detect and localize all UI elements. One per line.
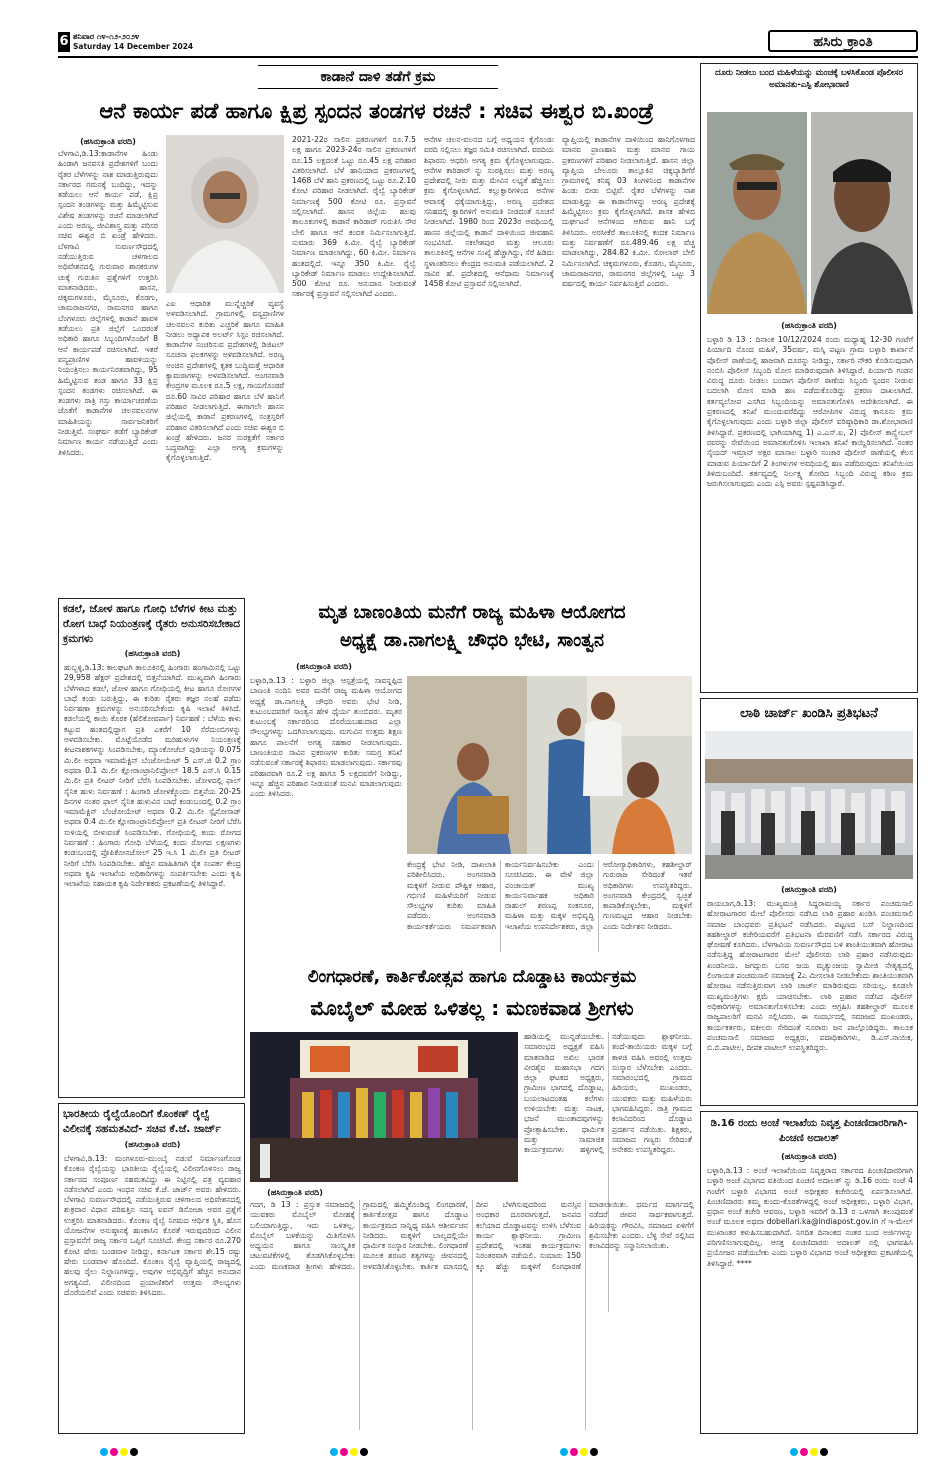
top-story-byline: (ಹಸಿರುಕ್ರಾಂತಿ ವರದಿ) [80,137,136,146]
date-english: Saturday 14 December 2024 [73,42,194,51]
commission-story [250,598,694,956]
rail-story-headline: ಭಾರತೀಯ ರೈಲ್ವೆಯೊಂದಿಗೆ ಕೊಂಕಣ್ ರೈಲ್ವೆ ವಿಲೀನಕ್ಕೆ ಸಹಮತವಿದೆ- ಸಚಿವ ಕೆ.ಜೆ. ಜಾರ್ಜ್ [63,1108,221,1135]
top-story-col3: 2021-22ರ ಸಾಲಿನ ಪ್ರಕರಣಗಳಿಗೆ ರೂ.7.5 ಲಕ್ಷ ಹಾಗೂ 2023-24ರ ಸಾಲಿನ ಪ್ರಕರಣಗಳಿಗೆ ರೂ.15 ಲಕ್ಷದಂತೆ ಒಟ್ಟು ರೂ.45 ಲಕ್ಷ ಪರಿಹಾರ ವಿತರಿಸಲಾಗಿದೆ. ಬೆಳೆ ಹಾನಿಯಾದ ಪ್ರಕರಣಗಳಲ್ಲಿ 1468 ಬೆಳೆ ಹಾನಿ ಪ್ರಕರಣದಲ್ಲಿ ಒಟ್ಟು ರೂ.2.10 ಕೋಟಿ ಪರಿಹಾರ ನೀಡಲಾಗಿದೆ. ರೈಲ್ವೆ ಬ್ಯಾರಿಕೇಡ್ ನಿರ್ಮಾಣಕ್ಕೆ 500 ಕೋಟಿ ರೂ. ಪ್ರಸ್ತಾವನೆ ಸಲ್ಲಿಸಲಾಗಿದೆ. ಹಾಸನ ಜಿಲ್ಲೆಯ ಹಲವು ತಾಲೂಕುಗಳಲ್ಲಿ ಕಾಡಾನೆ ಕಾರಿಡಾರ್ ಗುರುತಿಸಿ ಸೌರ ಬೇಲಿ ಹಾಗೂ ಆನೆ ಕಂದಕ ನಿರ್ಮಿಸಲಾಗುತ್ತಿದೆ. ಸುಮಾರು 369 ಕಿ.ಮೀ. ರೈಲ್ವೆ ಬ್ಯಾರಿಕೇಡ್ ನಿರ್ಮಾಣ ಮಾಡಲಾಗಿದ್ದು, 60 ಕಿ.ಮೀ. ನಿರ್ಮಾಣ ಹಂತದಲ್ಲಿದೆ. ಇನ್ನೂ 350 ಕಿ.ಮೀ. ರೈಲ್ವೆ ಬ್ಯಾರಿಕೇಡ್ ನಿರ್ಮಾಣ ಮಾಡಲು ಉದ್ದೇಶಿಸಲಾಗಿದೆ. 500 ಕೋಟಿ ರೂ. ಅನುದಾನ ನೀಡುವಂತೆ ಸರ್ಕಾರಕ್ಕೆ ಪ್ರಸ್ತಾವನೆ ಸಲ್ಲಿಸಲಾಗಿದೆ ಎಂದರು. [292,135,416,299]
minister-portrait-icon [166,135,284,293]
top-story-headline: ಆನೆ ಕಾರ್ಯ ಪಡೆ ಹಾಗೂ ಕ್ಷಿಪ್ರ ಸ್ಪಂದನ ತಂಡಗಳ ರಚನೆ : ಸಚಿವ ಈಶ್ವರ ಬಿ.ಖಂಡ್ರೆ [99,99,654,123]
lathi-story-byline: (ಹಸಿರುಕ್ರಾಂತಿ ವರದಿ) [781,885,837,894]
mobile-story [250,960,694,1434]
top-story [58,63,695,593]
rail-story-byline: (ಹಸಿರುಕ್ರಾಂತಿ ವರದಿ) [124,1140,181,1149]
top-story-kicker: ಕಾಡಾನೆ ದಾಳಿ ತಡೆಗೆ ಕ್ರಮ [258,65,498,89]
accused-portrait-icon [811,112,913,314]
rail-story [58,1103,245,1434]
top-story-col4: ಆನೆಗಳ ಚಲನ-ವಲನದ ಬಗ್ಗೆ ಅಧ್ಯಯನ ಕೈಗೊಂಡು ವರದಿ ಸಲ್ಲಿಸಲು ತಜ್ಞರ ಸಮಿತಿ ರಚಿಸಲಾಗಿದೆ. ವರದಿಯ ಶಿಫಾರಸು ಆಧರಿಸಿ ಅಗತ್ಯ ಕ್ರಮ ಕೈಗೊಳ್ಳಲಾಗುವುದು. ಆನೆಗಳ ಕಾರಿಡಾರ್ ನ್ನು ಸಂರಕ್ಷಿಸಲು ಮತ್ತು ಅರಣ್ಯ ಪ್ರದೇಶದಲ್ಲಿ ನೀರು ಮತ್ತು ಮೇವಿನ ಲಭ್ಯತೆ ಹೆಚ್ಚಿಸಲು ಕ್ರಮ ಕೈಗೊಳ್ಳಲಾಗಿದೆ. ಕಲ್ಲುಕ್ವಾರಿಗಳಿಂದ ಆನೆಗಳ ಆವಾಸಕ್ಕೆ ಧಕ್ಕೆಯಾಗುತ್ತಿದ್ದು, ಅರಣ್ಯ ಪ್ರದೇಶದ ಸನಿಹದಲ್ಲಿ ಕ್ವಾರಿಗಳಿಗೆ ಅನುಮತಿ ನೀಡದಂತೆ ಸೂಚನೆ ನೀಡಲಾಗಿದೆ. 1980 ರಿಂದ 2023ರ ಅವಧಿಯಲ್ಲಿ ಹಾಸನ ಜಿಲ್ಲೆಯಲ್ಲಿ ಕಾಡಾನೆ ದಾಳಿಯಿಂದ ಜೀವಹಾನಿ ಸಂಭವಿಸಿದೆ. ಸಕಲೇಶಪುರ ಮತ್ತು ಆಲೂರು ತಾಲೂಕಿನಲ್ಲಿ ಆನೆಗಳ ಸಂಖ್ಯೆ ಹೆಚ್ಚಾಗಿದ್ದು, ಸೆರೆ ಹಿಡಿದು ಸ್ಥಳಾಂತರಿಸಲು ಕೇಂದ್ರದ ಅನುಮತಿ ಪಡೆಯಲಾಗಿದೆ. 2 ಸಾವಿರ ಹೆ. ಪ್ರದೇಶದಲ್ಲಿ ಆನೆಧಾಮ ನಿರ್ಮಾಣಕ್ಕೆ 1458 ಕೋಟಿ ಪ್ರಸ್ತಾವನೆ ಸಲ್ಲಿಸಲಾಗಿದೆ. [424,135,554,289]
stage-event-photo [250,1032,518,1182]
police-story [700,63,918,693]
top-story-col1: ಬೆಳಗಾವಿ,ಡಿ.13:ಕಾಡಾನೆಗಳ ಹಿಂಡು ಹಿಂಡಾಗಿ ಜನವಸತಿ ಪ್ರದೇಶಗಳಿಗೆ ಬಂದು ರೈತರ ಬೆಳೆಗಳನ್ನು ನಾಶ ಮಾಡುತ್ತಿರುವುದು ಸರ್ಕಾರದ ಗಮನಕ್ಕೆ ಬಂದಿದ್ದು, ಇದನ್ನು ತಡೆಯಲು ಆನೆ ಕಾರ್ಯ ಪಡೆ, ಕ್ಷಿಪ್ರ ಸ್ಪಂದನ ತಂಡಗಳನ್ನು ಮತ್ತು ಹಿಮ್ಮೆಟ್ಟಿಸುವ ವಿಶೇಷ ತಂಡಗಳನ್ನು ರಚನೆ ಮಾಡಲಾಗಿದೆ ಎಂದು ಅರಣ್ಯ, ಜೀವಿಶಾಸ್ತ್ರ ಮತ್ತು ಪರಿಸರ ಸಚಿವ ಈಶ್ವರ ಬಿ ಖಂಡ್ರೆ ಹೇಳಿದರು. ಬೆಳಗಾವಿ ಸುವರ್ಣಸೌಧದಲ್ಲಿ ನಡೆಯುತ್ತಿರುವ ಚಳಿಗಾಲದ ಅಧಿವೇಶನದಲ್ಲಿ ಗುರುವಾರ ಶಾಸಕರುಗಳ ಚುಕ್ಕೆ ಗುರುತಿನ ಪ್ರಶ್ನೆಗಳಿಗೆ ಉತ್ತರಿಸಿ ಮಾತನಾಡಿದರು. ಹಾಸನ, ಚಿಕ್ಕಮಗಳೂರು, ಮೈಸೂರು, ಕೊಡಗು, ಚಾಮರಾಜನಗರ, ರಾಮನಗರ ಹಾಗೂ ಬೆಂಗಳೂರು ಜಿಲ್ಲೆಗಳಲ್ಲಿ ಕಾಡಾನೆ ಹಾವಳಿ ತಡೆಯಲು ಪ್ರತಿ ಜಿಲ್ಲೆಗೆ ಒಂದರಂತೆ ಅಧಿಕಾರಿ ಹಾಗೂ ಸಿಬ್ಬಂದಿಗಳೊಂದಿಗೆ 8 ಆನೆ ಕಾರ್ಯಪಡೆ ರಚಿಸಲಾಗಿದೆ. ಇತರೆ ವನ್ಯಪ್ರಾಣಿಗಳ ಹಾವಳಿಯನ್ನು ನಿಯಂತ್ರಿಸಲು ಕಾರ್ಯನಿರತವಾಗಿದ್ದು, 95 ಹಿಮ್ಮೆಟ್ಟಿಸುವ ತಂಡ ಹಾಗೂ 33 ಕ್ಷಿಪ್ರ ಸ್ಪಂದನ ತಂಡಗಳು ರಚಿಸಲಾಗಿದೆ. ಈ ತಂಡಗಳು ರಾತ್ರಿ ಗಸ್ತು ಕಾರ್ಯಾಚರಣೆಯ ಜೊತೆಗೆ ಕಾಡಾನೆಗಳ ಚಲನವಲನಗಳ ಮಾಹಿತಿಯನ್ನು ಸಾರ್ವಜನಿಕರಿಗೆ ನೀಡುತ್ತಿವೆ. ಸಂಘರ್ಷ ತಡೆಗೆ ಬ್ಯಾರಿಕೇಡ್ ನಿರ್ಮಾಣ ಕಾರ್ಯ ನಡೆಯುತ್ತಿದೆ ಎಂದು ತಿಳಿಸಿದರು. [58,149,158,457]
farm-story-byline: (ಹಸಿರುಕ್ರಾಂತಿ ವರದಿ) [124,649,181,658]
mobile-story-byline: (ಹಸಿರುಕ್ರಾಂತಿ ವರದಿ) [267,1188,323,1197]
date-kannada: ಶನಿವಾರ ೧೪-೧೨-೨೦೨೪ [73,32,140,41]
commission-visit-photo [407,676,692,854]
commission-story-headline-1: ಮೃತ ಬಾಣಂತಿಯ ಮನೆಗೆ ರಾಜ್ಯ ಮಹಿಳಾ ಆಯೋಗದ [318,602,626,623]
stage-event-photo-icon [250,1032,518,1182]
header-rule [58,56,918,58]
farm-story-headline: ಕಡಲೆ, ಜೋಳ ಹಾಗೂ ಗೋಧಿ ಬೆಳೆಗಳ ಕೀಟ ಮತ್ತು ರೋಗ ಬಾಧೆ ನಿಯಂತ್ರಣಕ್ಕೆ ರೈತರು ಅನುಸರಿಸಬೇಕಾದ ಕ್ರಮಗಳು [63,603,241,645]
mobile-story-headline-2: ಮೊಬೈಲ್ ಮೋಹ ಒಳಿತಲ್ಲ : ಮಣಕವಾಡ ಶ್ರೀಗಳು [310,996,634,1020]
pension-story-body: ಬಳ್ಳಾರಿ,ಡಿ.13 : ಅಂಚೆ ಇಲಾಖೆಯಿಂದ ನಿವೃತ್ತರಾದ ಸರ್ಕಾರದ ಪಿಂಚಣಿದಾರರಿಗಾಗಿ ಬಳ್ಳಾರಿ ಅಂಚೆ ವಿಭಾಗದ ವತಿಯಿಂದ ಪಿಂಚಣಿ ಅದಾಲತ್ ನ್ನು ಡಿ.16 ರಂದು ಸಂಜೆ 4 ಗಂಟೆಗೆ ಬಳ್ಳಾರಿ ವಿಭಾಗದ ಅಂಚೆ ಅಧೀಕ್ಷಕರ ಕಚೇರಿಯಲ್ಲಿ ಏರ್ಪಡಿಸಲಾಗಿದೆ. ಪಿಂಚಣಿದಾರರು ತಮ್ಮ ಕುಂದು-ಕೊರತೆಗಳಿದ್ದಲ್ಲಿ ಅಂಚೆ ಅಧೀಕ್ಷಕರು, ಬಳ್ಳಾರಿ ವಿಭಾಗ, ಪ್ರಧಾನ ಅಂಚೆ ಕಚೇರಿ ಆವರಣ, ಬಳ್ಳಾರಿ ಇವರಿಗೆ ಡಿ.13 ರ ಒಳಗಾಗಿ ತಲುಪುವಂತೆ ಅಂಚೆ ಮೂಲಕ ಅಥವಾ dobellari.ka@indiapost.gov.in ಗೆ ಇ-ಮೇಲ್ ಮುಖಾಂತರ ಕಳುಹಿಸಬಹುದಾಗಿದೆ. ನಿಗದಿತ ದಿನಾಂಕದ ನಂತರ ಬಂದ ಅರ್ಜಿಗಳನ್ನು ಪರಿಗಣಿಸಲಾಗುವುದಿಲ್ಲ. ಆಸಕ್ತ ಪಿಂಚಣಿದಾರರು ಅದಾಲತ್ ನಲ್ಲಿ ಭಾಗವಹಿಸಿ ಪ್ರಯೋಜನ ಪಡೆಯಬೇಕು ಎಂದು ಬಳ್ಳಾರಿ ವಿಭಾಗದ ಅಂಚೆ ಅಧೀಕ್ಷಕರು ಪ್ರಕಟಣೆಯಲ್ಲಿ ತಿಳಿಸಿದ್ದಾರೆ. **** [707,1166,913,1268]
page-header [58,32,918,54]
commission-story-headline-2: ಅಧ್ಯಕ್ಷೆ ಡಾ.ನಾಗಲಕ್ಷ್ಮಿ ಚೌಧರಿ ಭೇಟಿ, ಸಾಂತ್ವನ [340,630,604,651]
top-story-col2: ಎಐ ಆಧಾರಿತ ಮುನ್ನೆಚ್ಚರಿಕೆ ವ್ಯವಸ್ಥೆ ಅಳವಡಿಸಲಾಗಿದೆ. ಗ್ರಾಮಗಳಲ್ಲಿ ವನ್ಯಪ್ರಾಣಿಗಳ ಚಲನವಲನ ಕುರಿತು ಎಚ್ಚರಿಕೆ ಹಾಗೂ ಮಾಹಿತಿ ನೀಡಲು ಅಧ್ಯಾಪಕ ಅಲರ್ಟ್ ಸಿಸ್ಟಂ ರಚಿಸಲಾಗಿದೆ. ಕಾಡಾನೆಗಳ ಸಂಚರಿಸುವ ಪ್ರದೇಶಗಳಲ್ಲಿ ಡಿಜಿಟಲ್ ಸೂಚನಾ ಫಲಕಗಳನ್ನು ಅಳವಡಿಸಲಾಗಿದೆ. ಅರಣ್ಯ ಅಂಚಿನ ಪ್ರದೇಶಗಳಲ್ಲಿ ಕೃತಕ ಬುದ್ಧಿಮತ್ತೆ ಆಧಾರಿತ ಕ್ಯಾಮರಾಗಳನ್ನು ಅಳವಡಿಸಲಾಗಿದೆ. ಅಂಗನವಾಡಿ ಕೇಂದ್ರಗಳ ಮೂಲಕ ರೂ.5 ಲಕ್ಷ, ಗಾಯಗೊಂಡರೆ ರೂ.60 ಸಾವಿರ ಪರಿಹಾರ ಹಾಗೂ ಬೆಳೆ ಹಾನಿಗೆ ಪರಿಹಾರ ನೀಡಲಾಗುತ್ತಿದೆ. ಈಗಾಗಲೇ ಹಾಸನ ಜಿಲ್ಲೆಯಲ್ಲಿ ಕಾಡಾನೆ ಪ್ರಕರಣಗಳಲ್ಲಿ ಸಂತ್ರಸ್ತರಿಗೆ ಪರಿಹಾರ ವಿತರಿಸಲಾಗಿದೆ ಎಂದು ಸಚಿವ ಈಶ್ವರ ಬಿ ಖಂಡ್ರೆ ಹೇಳಿದರು. ಜನರ ಸುರಕ್ಷತೆಗೆ ಸರ್ಕಾರ ಬದ್ಧವಾಗಿದ್ದು ಎಲ್ಲಾ ಅಗತ್ಯ ಕ್ರಮಗಳನ್ನು ಕೈಗೊಳ್ಳಲಾಗುತ್ತಿದೆ. [166,299,284,463]
top-story-col5: ವ್ಯಾಪ್ತಿಯಲ್ಲಿ ಕಾಡಾನೆಗಳ ದಾಳಿಯಿಂದ ಹಾನಿಗೊಳಗಾದ ಮಾನವ ಪ್ರಾಣಹಾನಿ ಮತ್ತು ಮಾನವ ಗಾಯ ಪ್ರಕರಣಗಳಿಗೆ ಪರಿಹಾರ ನೀಡಲಾಗುತ್ತಿದೆ. ಹಾಸನ ಜಿಲ್ಲಾ ವ್ಯಾಪ್ತಿಯ ಬೇಲೂರು ತಾಲ್ಲೂಕಿನ ಚಿಕ್ಕಬ್ಯಾಡಿಗೆರೆ ಗ್ರಾಮಗಳಲ್ಲಿ ಕನಿಷ್ಠ 03 ತಿಂಗಳಿನಿಂದ ಕಾಡಾನೆಗಳ ಹಿಂಡು ಬೀಡು ಬಿಟ್ಟಿವೆ. ರೈತರ ಬೆಳೆಗಳನ್ನು ನಾಶ ಮಾಡುತ್ತಿದ್ದು ಈ ಕಾಡಾನೆಗಳನ್ನು ಅರಣ್ಯ ಪ್ರದೇಶಕ್ಕೆ ಹಿಮ್ಮೆಟ್ಟಿಸಲು ಕ್ರಮ ಕೈಗೊಳ್ಳಲಾಗಿದೆ. ಶಾಸಕ ಹೇಳಿದ ದುರ್ಘಟನೆ ಆನೆಗಳಿಂದ ಆಗಿರುವ ಹಾನಿ ಬಗ್ಗೆ ತಿಳಿಸಿದರು. ಅರಸೀಕೆರೆ ತಾಲೂಕಿನಲ್ಲಿ ಕಂದಕ ನಿರ್ಮಾಣ ಮತ್ತು ನಿರ್ವಹಣೆಗೆ ರೂ.489.46 ಲಕ್ಷ ವೆಚ್ಚ ಮಾಡಲಾಗಿದ್ದು, 284.82 ಕಿ.ಮೀ. ಸೋಲಾರ್ ಬೇಲಿ ನಿರ್ಮಿಸಲಾಗಿದೆ. ಚಿಕ್ಕಮಗಳೂರು, ಕೊಡಗು, ಮೈಸೂರು, ಚಾಮರಾಜನಗರ, ರಾಮನಗರ ಜಿಲ್ಲೆಗಳಲ್ಲಿ ಒಟ್ಟು 3 ವರ್ಷದಲ್ಲಿ ಕಾರ್ಯ ನಿರ್ವಹಿಸುತ್ತಿವೆ ಎಂದರು. [562,135,695,289]
farm-story-body: ಹುಬ್ಬಳ್ಳಿ,ಡಿ.13: ಕಾಲಘಟಗಿ ತಾಲೂಕಿನಲ್ಲಿ ಹಿಂಗಾರು ಹಂಗಾಮಿನಲ್ಲಿ ಒಟ್ಟು 29,958 ಹೆಕ್ಟರ್ ಪ್ರದೇಶದಲ್ಲಿ ಬಿತ್ತನೆಯಾಗಿದೆ. ಮುಖ್ಯವಾಗಿ ಹಿಂಗಾರು ಬೆಳೆಗಳಾದ ಕಡಲೆ, ಜೋಳ ಹಾಗೂ ಗೋಧಿಯಲ್ಲಿ ಕೀಟ ಹಾಗೂ ರೋಗಗಳ ಬಾಧೆ ಕಂಡು ಬರುತ್ತಿದ್ದು, ಈ ಕುರಿತು ರೈತರು ತಜ್ಞರ ಸಲಹೆ ಪಡೆದು ನಿರ್ವಹಣಾ ಕ್ರಮಗಳನ್ನು ಅನುಸರಿಸಬೇಕೆಂದು ಕೃಷಿ ಇಲಾಖೆ ತಿಳಿಸಿದೆ. ಕಡಲೆಯಲ್ಲಿ ಕಾಯಿ ಕೊರಕ (ಹೆಲಿಕೋವರ್ಪಾ) ನಿರ್ವಹಣೆ : ಬೆಳೆಯ ಕಾಳು ಕಟ್ಟುವ ಹಂತದಲ್ಲಿದ್ದಾಗ ಪ್ರತಿ ಎಕರೆಗೆ 10 ಸೆರೆದುಂಬಿಗಳನ್ನು ಅಳವಡಿಸಬೇಕು. ಮೊಟ್ಟೆಯೊಡೆದ ಮರಿಹುಳುಗಳ ನಿಯಂತ್ರಣಕ್ಕೆ ಕೀಟನಾಶಕಗಳನ್ನು ಸಿಂಪಡಿಸಬೇಕು, ಮ್ಯಾಂಕೋಜೆಬ್ ಪುಡಿಯನ್ನು 0.075 ಮಿ.ಲೀ ಅಥವಾ ಇಮಾಮೆಕ್ಟಿನ್ ಬೆಂಜೋಯೇಟ್ 5 ಎಸ್.ಜಿ 0.2 ಗ್ರಾಂ ಅಥವಾ 0.1 ಮಿ.ಲೀ ಕ್ಲೋರಾಂಟ್ರಾನಿಲಿಪ್ರೋಲ್ 18.5 ಎಸ್.ಸಿ 0.15 ಮಿ.ಲೀ ಪ್ರತಿ ಲೀಟರ್ ನೀರಿಗೆ ಬೆರೆಸಿ ಸಿಂಪಡಿಸಬೇಕು. ಜೋಳದಲ್ಲಿ ಫಾಲ್ ಸೈನಿಕ ಹುಳು ನಿರ್ವಹಣೆ : ಹಿಂಗಾರಿ ಜೋಳಕ್ಕೊಂದು ಬಿತ್ತನೆಯ 20-25 ದಿನಗಳ ನಂತರ ಫಾಲ್ ಸೈನಿಕ ಹುಳುವಿನ ಬಾಧೆ ಕಂಡುಬಂದಲ್ಲಿ 0.2 ಗ್ರಾಂ ಇಮಾಮೆಕ್ಟಿನ್ ಬೆಂಜೋಯೇಟ್ ಅಥವಾ 0.2 ಮಿ.ಲೀ ಸ್ಪೈನೋಸಾಡ್ ಅಥವಾ 0.4 ಮಿ.ಲೀ ಕ್ಲೋರಾಂಟ್ರಾನಿಲಿಪ್ರೋಲ್ ಪ್ರತಿ ಲೀಟರ್ ನೀರಿಗೆ ಬೆರೆಸಿ ಸುಳಿಯಲ್ಲಿ ಬೀಳುವಂತೆ ಸಿಂಪಡಿಸಬೇಕು. ಗೋಧಿಯಲ್ಲಿ ಕಂದು ರೋಗದ ನಿರ್ವಹಣೆ : ಹಿಂಗಾರು ಗೋಧಿ ಬೆಳೆಯಲ್ಲಿ ಕಂದು ರೋಗದ ಲಕ್ಷಣಗಳು ಕಂಡುಬಂದಲ್ಲಿ ಪ್ರೊಪಿಕೋನಜೋಲ್ 25 ಇ.ಸಿ 1 ಮಿ.ಲೀ ಪ್ರತಿ ಲೀಟರ್ ನೀರಿಗೆ ಬೆರೆಸಿ ಸಿಂಪಡಿಸಬೇಕು. ಹೆಚ್ಚಿನ ಮಾಹಿತಿಗಾಗಿ ರೈತ ಸಂಪರ್ಕ ಕೇಂದ್ರ ಅಥವಾ ಕೃಷಿ ಇಲಾಖೆಯ ಅಧಿಕಾರಿಗಳನ್ನು ಸಂಪರ್ಕಿಸಬೇಕು ಎಂದು ಕೃಷಿ ಇಲಾಖೆಯ ಸಹಾಯಕ ಕೃಷಿ ನಿರ್ದೇಶಕರು ಪ್ರಕಟಣೆಯಲ್ಲಿ ತಿಳಿಸಿದ್ದಾರೆ. [64,663,241,889]
lathi-story-headline: ಲಾಠಿ ಚಾರ್ಜ್ ಖಂಡಿಸಿ ಪ್ರತಿಭಟನೆ [740,706,878,721]
registration-dots-2 [330,1441,370,1460]
pension-story [700,1111,918,1434]
mobile-story-body-bottom: ಗದಗ, ಡಿ 13 : ಪ್ರಸ್ತುತ ಸಮಾಜದಲ್ಲಿ ಯುವಕರು ಮೊಬೈಲ್ ಮೋಹಕ್ಕೆ ಬಲಿಯಾಗುತ್ತಿದ್ದು, ಇದು ಒಳಿತಲ್ಲ. ಮೊಬೈಲ್ ಬಳಕೆಯನ್ನು ಮಿತಿಗೊಳಿಸಿ ಅಧ್ಯಯನ ಹಾಗೂ ಸಾಂಸ್ಕೃತಿಕ ಚಟುವಟಿಕೆಗಳಲ್ಲಿ ತೊಡಗಿಸಿಕೊಳ್ಳಬೇಕು ಎಂದು ಮಣಕವಾಡ ಶ್ರೀಗಳು ಹೇಳಿದರು. ಗ್ರಾಮದಲ್ಲಿ ಹಮ್ಮಿಕೊಂಡಿದ್ದ ಲಿಂಗಧಾರಣೆ, ಕಾರ್ತಿಕೋತ್ಸವ ಹಾಗೂ ದೊಡ್ಡಾಟ ಕಾರ್ಯಕ್ರಮದ ಸಾನ್ನಿಧ್ಯ ವಹಿಸಿ ಆಶೀರ್ವಚನ ನೀಡಿದರು. ಮಕ್ಕಳಿಗೆ ಬಾಲ್ಯದಲ್ಲಿಯೇ ಧಾರ್ಮಿಕ ಸಂಸ್ಕಾರ ನೀಡಬೇಕು. ಲಿಂಗಧಾರಣೆ ಮೂಲಕ ಶರಣರ ತತ್ವಗಳನ್ನು ಜೀವನದಲ್ಲಿ ಅಳವಡಿಸಿಕೊಳ್ಳಬೇಕು. ಕಾರ್ತಿಕ ಮಾಸದಲ್ಲಿ ದೀಪ ಬೆಳಗಿಸುವುದರಿಂದ ಮನಸ್ಸಿನ ಅಂಧಕಾರ ದೂರವಾಗುತ್ತದೆ. ಜನಪದ ಕಲೆಯಾದ ದೊಡ್ಡಾಟವನ್ನು ಉಳಿಸಿ ಬೆಳೆಸುವ ಕಾರ್ಯ ಶ್ಲಾಘನೀಯ. ಗ್ರಾಮೀಣ ಪ್ರದೇಶದಲ್ಲಿ ಇಂತಹ ಕಾರ್ಯಕ್ರಮಗಳು ನಿರಂತರವಾಗಿ ನಡೆಯಲಿ. ಸುಮಾರು 150 ಕ್ಕೂ ಹೆಚ್ಚು ಮಕ್ಕಳಿಗೆ ಲಿಂಗಧಾರಣೆ ಮಾಡಲಾಯಿತು. ಧರ್ಮದ ಮಾರ್ಗದಲ್ಲಿ ನಡೆದರೆ ಜೀವನ ಸಾರ್ಥಕವಾಗುತ್ತದೆ. ಹಿರಿಯರನ್ನು ಗೌರವಿಸಿ, ಸಮಾಜದ ಏಳಿಗೆಗೆ ಶ್ರಮಿಸಬೇಕು ಎಂದರು. ಬೆಳ್ಳಿ ಸೇವೆ ಸಲ್ಲಿಸಿದ ಕಲಾವಿದರನ್ನು ಸನ್ಮಾನಿಸಲಾಯಿತು. [250,1200,694,1271]
lathi-story [700,698,918,1106]
lathi-story-body: ರಾಯಬಾಗ,ಡಿ.13: ಮುಖ್ಯಮಂತ್ರಿ ಸಿದ್ದರಾಮಯ್ಯ ಸರ್ಕಾರ ಪಂಚಮಸಾಲಿ ಹೋರಾಟಗಾರರ ಮೇಲೆ ಪೊಲೀಸರು ನಡೆಸಿದ ಲಾಠಿ ಪ್ರಹಾರ ಖಂಡಿಸಿ ಪಂಚಮಸಾಲಿ ಸಮಾಜ ಬಾಂಧವರು ಪ್ರತಿಭಟನೆ ನಡೆಸಿದರು. ಪಟ್ಟಣದ ಬಸ್ ನಿಲ್ದಾಣದಿಂದ ತಹಶೀಲ್ದಾರ್ ಕಚೇರಿಯವರೆಗೆ ಪ್ರತಿಭಟನಾ ಮೆರವಣಿಗೆ ನಡೆಸಿ ಸರ್ಕಾರದ ವಿರುದ್ಧ ಘೋಷಣೆ ಕೂಗಿದರು. ಬೆಳಗಾವಿಯ ಸುವರ್ಣಸೌಧದ ಬಳಿ ಶಾಂತಿಯುತವಾಗಿ ಹೋರಾಟ ನಡೆಸುತ್ತಿದ್ದ ಹೋರಾಟಗಾರರ ಮೇಲೆ ಪೊಲೀಸರು ಲಾಠಿ ಪ್ರಹಾರ ನಡೆಸಿರುವುದು ಖಂಡನೀಯ. ಜಗದ್ಗುರು ಬಸವ ಜಯ ಮೃತ್ಯುಂಜಯ ಸ್ವಾಮೀಜಿ ನೇತೃತ್ವದಲ್ಲಿ ಲಿಂಗಾಯತ ಪಂಚಮಸಾಲಿ ಸಮಾಜಕ್ಕೆ 2ಎ ಮೀಸಲಾತಿ ನೀಡಬೇಕೆಂದು ಶಾಂತಿಯುತವಾಗಿ ಹೋರಾಟ ನಡೆಸುತ್ತಿರುವಾಗ ಲಾಠಿ ಚಾರ್ಜ್ ಮಾಡಿರುವುದು ಸರಿಯಲ್ಲ. ಕೂಡಲೇ ಮುಖ್ಯಮಂತ್ರಿಗಳು ಕ್ಷಮೆ ಯಾಚಿಸಬೇಕು. ಲಾಠಿ ಪ್ರಹಾರ ನಡೆಸಿದ ಪೊಲೀಸ್ ಅಧಿಕಾರಿಗಳನ್ನು ಅಮಾನತುಗೊಳಿಸಬೇಕು ಎಂದು ಆಗ್ರಹಿಸಿ ತಹಶೀಲ್ದಾರ್ ಮೂಲಕ ರಾಜ್ಯಪಾಲರಿಗೆ ಮನವಿ ಸಲ್ಲಿಸಿದರು. ಈ ಸಂದರ್ಭದಲ್ಲಿ ಸಮಾಜದ ಮುಖಂಡರು, ಕಾರ್ಯಕರ್ತರು, ವಕೀಲರು ಸೇರಿದಂತೆ ನೂರಾರು ಜನ ಪಾಲ್ಗೊಂಡಿದ್ದರು. ತಾಲೂಕ ಪಂಚಮಸಾಲಿ ಸಮಾಜದ ಅಧ್ಯಕ್ಷರು, ಪದಾಧಿಕಾರಿಗಳು, ಡಿ.ಎಸ್.ನಾಯಿಕ, ಬಿ.ಬಿ.ಪಾಟೀಲ, ದೀಪಕ ಪಾಟೀಲ್ ಉಪಸ್ಥಿತರಿದ್ದರು. [707,899,913,1053]
masthead: ಹಸಿರು ಕ್ರಾಂತಿ [768,30,918,52]
police-officer-portrait-icon [707,112,807,314]
accused-photo [811,112,913,314]
rail-story-body: ಬೆಳಗಾವಿ,ಡಿ.13: ಮಂಗಳೂರು-ಮುಂಬೈ ನಡುವೆ ನಿರ್ಮಾಣಗೊಂಡ ಕೊಂಕಣ ರೈಲ್ವೆಯನ್ನು ಭಾರತೀಯ ರೈಲ್ವೆಯಲ್ಲಿ ವಿಲೀನಗೊಳಿಸಲು ರಾಜ್ಯ ಸರ್ಕಾರದ ಸಂಪೂರ್ಣ ಸಹಮತವಿದ್ದು ಈ ನಿಟ್ಟಿನಲ್ಲಿ ಪತ್ರ ವ್ಯವಹಾರ ನಡೆಸಲಾಗಿದೆ ಎಂದು ಇಂಧನ ಸಚಿವ ಕೆ.ಜೆ. ಜಾರ್ಜ್ ಅವರು ಹೇಳಿದರು. ಬೆಳಗಾವಿ ಸುವರ್ಣಸೌಧದಲ್ಲಿ ನಡೆಯುತ್ತಿರುವ ಚಳಿಗಾಲದ ಅಧಿವೇಶನದಲ್ಲಿ ಶುಕ್ರವಾರ ವಿಧಾನ ಪರಿಷತ್ತಿನ ಸದಸ್ಯ ಐವನ್ ಡಿಸೋಜಾ ಅವರ ಪ್ರಶ್ನೆಗೆ ಉತ್ತರಿಸಿ ಮಾತನಾಡಿದರು. ಕೊಂಕಣ ರೈಲ್ವೆ ನಿಗಮದ ಆರ್ಥಿಕ ಸ್ಥಿತಿ, ಹೊಸ ಯೋಜನೆಗಳ ಅನುಷ್ಠಾನಕ್ಕೆ ಹಣಕಾಸಿನ ಕೊರತೆ ಇರುವುದರಿಂದ ವಿಲೀನ ಪ್ರಸ್ತಾವನೆಗೆ ರಾಜ್ಯ ಸರ್ಕಾರ ಒಪ್ಪಿಗೆ ಸೂಚಿಸಿದೆ. ಕೇಂದ್ರ ಸರ್ಕಾರ ರೂ.270 ಕೋಟಿ ಷೇರು ಬಂಡವಾಳ ನೀಡಿದ್ದು, ಕರ್ನಾಟಕ ಸರ್ಕಾರ ಶೇ.15 ರಷ್ಟು ಷೇರು ಬಂಡವಾಳ ಹೊಂದಿದೆ. ಕೊಂಕಣ ರೈಲ್ವೆ ವ್ಯಾಪ್ತಿಯಲ್ಲಿ ರಾಜ್ಯದಲ್ಲಿ ಹಲವು ರೈಲು ನಿಲ್ದಾಣಗಳಿದ್ದು, ಅವುಗಳ ಅಭಿವೃದ್ಧಿಗೆ ಹೆಚ್ಚಿನ ಅನುದಾನ ಅಗತ್ಯವಿದೆ. ವಿಲೀನದಿಂದ ಪ್ರಯಾಣಿಕರಿಗೆ ಉತ್ತಮ ಸೌಲಭ್ಯಗಳು ದೊರೆಯಲಿವೆ ಎಂದು ಸಚಿವರು ತಿಳಿಸಿದರು. [64,1154,241,1297]
registration-dots-1 [100,1441,140,1460]
protest-photo [705,731,913,879]
commission-story-byline: (ಹಸಿರುಕ್ರಾಂತಿ ವರದಿ) [296,662,352,671]
farm-story [58,598,245,1098]
police-story-headline: ದೂರು ನೀಡಲು ಬಂದ ಮಹಿಳೆಯನ್ನು ಮಂಚಕ್ಕೆ ಬಳಸಿಕೊಂಡ ಪೊಲೀಸರ ಅಮಾನತು-ಎಸ್ಪಿ ಶೋಭಾರಾಣಿ [715,67,903,89]
commission-story-body-side: ಬಳ್ಳಾರಿ,ಡಿ.13 : ಬಳ್ಳಾರಿ ಜಿಲ್ಲಾ ಆಸ್ಪತ್ರೆಯಲ್ಲಿ ಸಾವನ್ನಪ್ಪಿದ ಬಾಣಂತಿ ನಂದಿನಿ ಅವರ ಮನೆಗೆ ರಾಜ್ಯ ಮಹಿಳಾ ಆಯೋಗದ ಅಧ್ಯಕ್ಷೆ ಡಾ.ನಾಗಲಕ್ಷ್ಮಿ ಚೌಧರಿ ಅವರು ಭೇಟಿ ನೀಡಿ, ಕುಟುಂಬದವರಿಗೆ ಸಾಂತ್ವನ ಹೇಳಿ ಧೈರ್ಯ ತುಂಬಿದರು. ಮೃತರ ಕುಟುಂಬಕ್ಕೆ ಸರ್ಕಾರದಿಂದ ದೊರೆಯಬಹುದಾದ ಎಲ್ಲಾ ಸೌಲಭ್ಯಗಳನ್ನು ಒದಗಿಸಲಾಗುವುದು. ಮಗುವಿನ ಉತ್ತಮ ಶಿಕ್ಷಣ ಹಾಗೂ ಪಾಲನೆಗೆ ಅಗತ್ಯ ಸಹಕಾರ ನೀಡಲಾಗುವುದು. ಬಾಣಂತಿಯರ ಸಾವಿನ ಪ್ರಕರಣಗಳ ಕುರಿತು ಸಮಗ್ರ ತನಿಖೆ ನಡೆಸುವಂತೆ ಸರ್ಕಾರಕ್ಕೆ ಶಿಫಾರಸು ಮಾಡಲಾಗುವುದು. ಸರ್ಕಾರವು ಪರಿಹಾರವಾಗಿ ರೂ.2 ಲಕ್ಷ ಹಾಗೂ 5 ಲಕ್ಷದವರೆಗೆ ನೀಡಿದ್ದು, ಇನ್ನೂ ಹೆಚ್ಚಿನ ಪರಿಹಾರ ನೀಡುವಂತೆ ಮನವಿ ಮಾಡಲಾಗುವುದು ಎಂದು ತಿಳಿಸಿದರು. [250,676,402,799]
mobile-story-headline-1: ಲಿಂಗಧಾರಣೆ, ಕಾರ್ತಿಕೋತ್ಸವ ಹಾಗೂ ದೊಡ್ಡಾಟ ಕಾರ್ಯಕ್ರಮ [307,967,637,987]
officer-photo [707,112,807,314]
registration-dots-4 [790,1441,830,1460]
registration-dots-3 [560,1441,600,1460]
mobile-story-body-side: ಹಾಡಿಯಲ್ಲಿ ಮುನ್ನಡೆಯಬೇಕು. ಸಮಾರಂಭದ ಅಧ್ಯಕ್ಷತೆ ವಹಿಸಿ ಮಾತನಾಡಿದ ಅಖಿಲ ಭಾರತ ವೀರಶೈವ ಮಹಾಸಭಾ ಗದಗ ಜಿಲ್ಲಾ ಘಟಕದ ಅಧ್ಯಕ್ಷರು, ಗ್ರಾಮೀಣ ಭಾಗದಲ್ಲಿ ದೊಡ್ಡಾಟ, ಬಯಲಾಟದಂತಹ ಕಲೆಗಳು ಉಳಿಯಬೇಕು ಮತ್ತು ನಾಟಕ, ಭಜನೆ ಮುಂತಾದವುಗಳನ್ನು ಪ್ರೋತ್ಸಾಹಿಸಬೇಕು. ಧಾರ್ಮಿಕ ಮತ್ತು ಸಾಮಾಜಿಕ ಕಾರ್ಯಕ್ರಮಗಳು ಹಳ್ಳಿಗಳಲ್ಲಿ ನಡೆಯುವುದು ಶ್ಲಾಘನೀಯ. ತಂದೆ-ತಾಯಿಯರು ಮಕ್ಕಳ ಬಗ್ಗೆ ಕಾಳಜಿ ವಹಿಸಿ ಅವರಲ್ಲಿ ಉತ್ತಮ ಸಂಸ್ಕಾರ ಬೆಳೆಸಬೇಕು ಎಂದರು. ಸಮಾರಂಭದಲ್ಲಿ ಗ್ರಾಮದ ಹಿರಿಯರು, ಮುಖಂಡರು, ಯುವಕರು ಮತ್ತು ಮಹಿಳೆಯರು ಭಾಗವಹಿಸಿದ್ದರು. ರಾತ್ರಿ ಗ್ರಾಮದ ಕಲಾವಿದರಿಂದ ದೊಡ್ಡಾಟ ಪ್ರದರ್ಶನ ನಡೆಯಿತು. ಶಿಕ್ಷಕರು, ಸಮಾಜದ ಗಣ್ಯರು ಸೇರಿದಂತೆ ಅನೇಕರು ಉಪಸ್ಥಿತರಿದ್ದರು. [524,1032,692,1155]
police-story-byline: (ಹಸಿರುಕ್ರಾಂತಿ ವರದಿ) [781,321,837,330]
page-number: 6 [58,32,70,52]
police-story-body: ಬಳ್ಳಾರಿ ಡಿ 13 : ದಿನಾಂಕ 10/12/2024 ರಂದು ಮಧ್ಯಾಹ್ನ 12-30 ಗಂಟೆಗೆ ಪಿರ್ಯಾದಿ ನೊಂದ ಮಹಿಳೆ, 35ವರ್ಷ, ಮಸ್ಕಿ ಪಟ್ಟಣ ಗ್ರಾಮ ಬಳ್ಳಾರಿ ಕಾರ್ಖಾನೆ ಪೊಲೀಸ್ ಠಾಣೆಯಲ್ಲಿ ಹಾಜರಾಗಿ ದೂರನ್ನು ನೀಡಿದ್ದು, ಸರ್ಕಾರಿ ನೌಕರಿ ಕೊಡಿಸುವುದಾಗಿ ನಂಬಿಸಿ ಪೊಲೀಸ್ ಸಿಬ್ಬಂದಿ ಮೋಸ ಮಾಡಿರುವುದಾಗಿ ತಿಳಿಸಿದ್ದಾರೆ. ಪಿರ್ಯಾದಿ ಗಂಡನ ವಿರುದ್ಧ ದೂರು ನೀಡಲು ಬಂದಾಗ ಪೊಲೀಸ್ ಠಾಣೆಯ ಸಿಬ್ಬಂದಿ ಸ್ಪಂದನ ನೀಡುವ ಬದಲಾಗಿ ಮೋಸ ಮಾಡಿ ಹಣ ಪಡೆದುಕೊಂಡಿದ್ದು ಪ್ರಕರಣ ದಾಖಲಾಗಿದೆ. ಕರ್ತವ್ಯಲೋಪ ಎಸಗಿದ ಸಿಬ್ಬಂದಿಯನ್ನು ಅಮಾನತುಗೊಳಿಸಿ ಆದೇಶಿಸಲಾಗಿದೆ. ಈ ಪ್ರಕರಣದಲ್ಲಿ ತನಿಖೆ ಮುಂದುವರೆದಿದ್ದು ಆರೋಪಿಗಳ ವಿರುದ್ಧ ಕಾನೂನು ಕ್ರಮ ಕೈಗೊಳ್ಳಲಾಗುವುದು ಎಂದು ಬಳ್ಳಾರಿ ಜಿಲ್ಲಾ ಪೊಲೀಸ್ ವರಿಷ್ಠಾಧಿಕಾರಿ ಡಾ.ಶೋಭಾರಾಣಿ ತಿಳಿಸಿದ್ದಾರೆ. ಪ್ರಕರಣದಲ್ಲಿ ಭಾಗಿಯಾಗಿದ್ದ 1) ಎ.ಎಸ್.ಐ, 2) ಪೊಲೀಸ್ ಕಾನ್ಸ್ಟೇಬಲ್ ರವರನ್ನು ಸೇವೆಯಿಂದ ಅಮಾನತುಗೊಳಿಸಿ ಇಲಾಖಾ ತನಿಖೆ ಕಾಯ್ದಿರಿಸಲಾಗಿದೆ. ನಂತರ ಸೈಯದ್ ಇಮ್ರಾನ್ ಅಕ್ಷರ ಮಾಸಾಲ ಬಳ್ಳಾರಿ ಸಂಚಾರ ಪೊಲೀಸ್ ಠಾಣೆಯಲ್ಲಿ ಕೆಲಸ ಮಾಡುವ ಪಿರ್ಯಾದಿಗೆ 2 ತಿಂಗಳುಗಳ ಅವಧಿಯಲ್ಲಿ ಹಣ ಪಡೆದಿರುವುದು ತನಿಖೆಯಿಂದ ತಿಳಿದುಬಂದಿದೆ. ಕರ್ತವ್ಯದಲ್ಲಿ ನಿರ್ಲಕ್ಷ್ಯ ತೋರಿದ ಸಿಬ್ಬಂದಿ ವಿರುದ್ಧ ಕಠಿಣ ಕ್ರಮ ಜರುಗಿಸಲಾಗುವುದು ಎಂದು ಎಸ್ಪಿ ಅವರು ಸ್ಪಷ್ಟಪಡಿಸಿದ್ದಾರೆ. [707,335,913,489]
pension-story-byline: (ಹಸಿರುಕ್ರಾಂತಿ ವರದಿ) [781,1152,837,1161]
protest-photo-icon [705,731,913,879]
pension-story-headline: ಡಿ.16 ರಂದು ಅಂಚೆ ಇಲಾಖೆಯ ನಿವೃತ್ತ ಪಿಂಚಣಿದಾರರಿಗಾಗಿ-ಪಿಂಚಣಿ ಅದಾಲತ್ [710,1118,908,1144]
minister-photo [166,135,284,293]
commission-visit-photo-icon [407,676,692,854]
commission-story-body-bottom: ಕೇಂದ್ರಕ್ಕೆ ಭೇಟಿ ನೀಡಿ, ದಾಖಲಾತಿ ಪರಿಶೀಲಿಸಿದರು. ಅಂಗನವಾಡಿ ಮಕ್ಕಳಿಗೆ ನೀಡುವ ಪೌಷ್ಟಿಕ ಆಹಾರ, ಗರ್ಭಿಣಿ ಮಹಿಳೆಯರಿಗೆ ನೀಡುವ ಸೌಲಭ್ಯಗಳ ಕುರಿತು ಮಾಹಿತಿ ಪಡೆದರು. ಅಂಗನವಾಡಿ ಕಾರ್ಯಕರ್ತೆಯರು ಸಮರ್ಪಕವಾಗಿ ಕಾರ್ಯನಿರ್ವಹಿಸಬೇಕು ಎಂದು ಸೂಚಿಸಿದರು. ಈ ವೇಳೆ ಜಿಲ್ಲಾ ಪಂಚಾಯತ್ ಮುಖ್ಯ ಕಾರ್ಯನಿರ್ವಾಹಕ ಅಧಿಕಾರಿ ರಾಹುಲ್ ಶರಣಪ್ಪ ಸಂಕನೂರ, ಮಹಿಳಾ ಮತ್ತು ಮಕ್ಕಳ ಅಭಿವೃದ್ಧಿ ಇಲಾಖೆಯ ಉಪನಿರ್ದೇಶಕರು, ಜಿಲ್ಲಾ ಆರೋಗ್ಯಾಧಿಕಾರಿಗಳು, ತಹಶೀಲ್ದಾರ್ ಗುರುರಾಜ ಸೇರಿದಂತೆ ಇತರೆ ಅಧಿಕಾರಿಗಳು ಉಪಸ್ಥಿತರಿದ್ದರು. ಅಂಗನವಾಡಿ ಕೇಂದ್ರದಲ್ಲಿ ಸ್ವಚ್ಛತೆ ಕಾಪಾಡಿಕೊಳ್ಳಬೇಕು, ಮಕ್ಕಳಿಗೆ ಗುಣಮಟ್ಟದ ಆಹಾರ ನೀಡಬೇಕು ಎಂದು ನಿರ್ದೇಶನ ನೀಡಿದರು. [407,860,692,931]
